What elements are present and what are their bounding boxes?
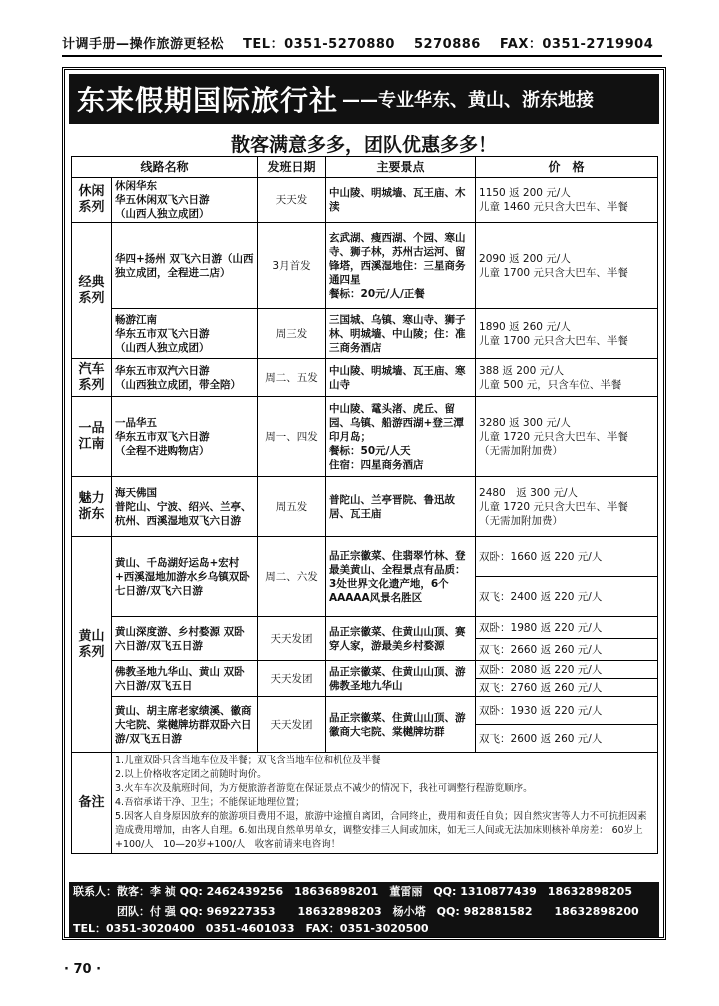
main-spots: 普陀山、兰亭晋院、鲁迅故居、瓦王庙 bbox=[326, 477, 476, 537]
table-row bbox=[72, 178, 658, 223]
note-line: 2.以上价格收客定团之前随时询价。 bbox=[115, 769, 267, 780]
main-spots: 品正宗徽菜、住黄山山顶、游徽商大宅院、棠樾牌坊群 bbox=[326, 697, 476, 753]
route-name: 黄山、胡主席老家绩溪、徽商大宅院、棠樾牌坊群双卧六日游/双飞五日游 bbox=[112, 697, 258, 753]
main-spots: 中山陵、鼋头渚、虎丘、留园、乌镇、船游西湖+登三潭印月岛； 餐标：50元/人天 住宿：四星商务酒店 bbox=[326, 397, 476, 477]
col-spots: 主要景点 bbox=[326, 157, 476, 178]
main-spots: 中山陵、明城墙、瓦王庙、木渎 bbox=[326, 178, 476, 223]
table-row bbox=[72, 697, 658, 725]
company-name: 东来假期国际旅行社 bbox=[77, 84, 339, 117]
note-line: 4.吾宿承诺干净、卫生；不能保证地理位置； bbox=[115, 797, 305, 808]
table-row bbox=[72, 309, 658, 359]
table-row bbox=[72, 397, 658, 477]
route-name: 华东五市双汽六日游 （山西独立成团，带全陪） bbox=[112, 359, 258, 397]
price-cell: 2090 返 200 元/人 儿童 1700 元只含大巴车、半餐 bbox=[476, 223, 658, 309]
table-header-row bbox=[72, 157, 658, 178]
price-flight: 双飞：2660 返 260 元/人 bbox=[476, 639, 658, 661]
depart-date: 天天发 bbox=[258, 178, 326, 223]
notes-content bbox=[112, 753, 658, 854]
page-number: · 70 · bbox=[64, 962, 102, 977]
category-cell: 魅力 浙东 bbox=[72, 477, 112, 537]
depart-date: 天天发团 bbox=[258, 661, 326, 697]
header-title: 计调手册—操作旅游更轻松 bbox=[62, 37, 225, 52]
route-name: 畅游江南 华东五市双飞六日游 （山西人独立成团） bbox=[112, 309, 258, 359]
category-cell: 休闲 系列 bbox=[72, 178, 112, 223]
company-banner bbox=[69, 74, 659, 124]
main-spots: 品正宗徽菜、住黄山山顶、赛穿人家，游最美乡村婺源 bbox=[326, 617, 476, 661]
route-table bbox=[71, 156, 658, 854]
page-header bbox=[62, 33, 662, 57]
table-row bbox=[72, 477, 658, 537]
col-route-name: 线路名称 bbox=[72, 157, 258, 178]
header-fax: FAX：0351-2719904 bbox=[499, 37, 654, 52]
category-cell: 一品 江南 bbox=[72, 397, 112, 477]
contact-line-3: TEL：0351-3020400 0351-4601033 FAX：0351-3020500 bbox=[69, 920, 659, 937]
route-name: 黄山深度游、乡村婺源 双卧六日游/双飞五日游 bbox=[112, 617, 258, 661]
depart-date: 天天发团 bbox=[258, 617, 326, 661]
route-name: 华四+扬州 双飞六日游（山西独立成团，全程进二店） bbox=[112, 223, 258, 309]
category-cell: 经典 系列 bbox=[72, 223, 112, 359]
main-spots: 三国城、乌镇、寒山寺、狮子林、明城墙、中山陵；住：准三商务酒店 bbox=[326, 309, 476, 359]
slogan: 散客满意多多，团队优惠多多！ bbox=[230, 134, 497, 156]
depart-date: 周五发 bbox=[258, 477, 326, 537]
notes-label: 备注 bbox=[72, 753, 112, 854]
route-name: 休闲华东 华五休闲双飞六日游 （山西人独立成团） bbox=[112, 178, 258, 223]
main-spots: 中山陵、明城墙、瓦王庙、寒山寺 bbox=[326, 359, 476, 397]
route-name: 佛教圣地九华山、黄山 双卧六日游/双飞五日 bbox=[112, 661, 258, 697]
price-sleeper: 双卧：1930 返 220 元/人 bbox=[476, 697, 658, 725]
table-row bbox=[72, 617, 658, 639]
price-cell: 388 返 200 元/人 儿童 500 元，只含车位、半餐 bbox=[476, 359, 658, 397]
col-price: 价 格 bbox=[476, 157, 658, 178]
depart-date: 周三发 bbox=[258, 309, 326, 359]
note-line: 3.火车车次及航班时间，为方便旅游者游览在保证景点不减少的情况下，我社可调整行程游览顺序。 bbox=[115, 783, 533, 794]
depart-date: 周二、六发 bbox=[258, 537, 326, 617]
note-line: 5.因客人自身原因放弃的旅游项目费用不退，旅游中途擅自离团，合同终止，费用和责任自负；因自然灾害等人力不可抗拒因素造成费用增加，由客人自理。6.如出现自然单男单女，调整安排三人间或加床，如无三人间或无法加床则核补单房差： 60岁上+100/人 10—20岁+100/人 收客前请来电咨询！ bbox=[115, 811, 647, 850]
route-name: 黄山、千岛湖好运岛+宏村+西溪湿地加游水乡乌镇双卧七日游/双飞六日游 bbox=[112, 537, 258, 617]
route-name: 海天佛国 普陀山、宁波、绍兴、兰亭、杭州、西溪湿地双飞六日游 bbox=[112, 477, 258, 537]
contact-line-2: 团队：付 强 QQ: 969227353 18632898203 杨小塔 QQ: 982881582 18632898200 bbox=[69, 902, 659, 922]
note-line: 1.儿童双卧只含当地车位及半餐；双飞含当地车位和机位及半餐 bbox=[115, 755, 381, 766]
price-sleeper: 双卧：1980 返 220 元/人 bbox=[476, 617, 658, 639]
header-tel: TEL：0351-5270880 bbox=[243, 37, 395, 52]
main-spots: 品正宗徽菜、住黄山山顶、游佛教圣地九华山 bbox=[326, 661, 476, 697]
table-row bbox=[72, 223, 658, 309]
price-sleeper: 双卧：2080 返 220 元/人 bbox=[476, 661, 658, 679]
price-cell: 3280 返 300 元/人 儿童 1720 元只含大巴车、半餐 （无需加附加费） bbox=[476, 397, 658, 477]
price-cell: 1890 返 260 元/人 儿童 1700 元只含大巴车、半餐 bbox=[476, 309, 658, 359]
price-cell: 2480 返 300 元/人 儿童 1720 元只含大巴车、半餐 （无需加附加费） bbox=[476, 477, 658, 537]
table-row bbox=[72, 537, 658, 577]
col-date: 发班日期 bbox=[258, 157, 326, 178]
price-flight: 双飞：2600 返 260 元/人 bbox=[476, 725, 658, 753]
ad-box bbox=[62, 67, 666, 940]
route-name: 一品华五 华东五市双飞六日游 （全程不进购物店） bbox=[112, 397, 258, 477]
contact-line-1: 联系人：散客：李 祯 QQ: 2462439256 18636898201 董雷丽 QQ: 1310877439 18632898205 bbox=[69, 882, 659, 902]
table-row bbox=[72, 661, 658, 679]
table-row bbox=[72, 359, 658, 397]
main-spots: 玄武湖、瘦西湖、个园、寒山寺、狮子林，苏州古运河、留锋塔，西溪湿地住：三星商务通四星 餐标：20元/人/正餐 bbox=[326, 223, 476, 309]
price-cell: 1150 返 200 元/人 儿童 1460 元只含大巴车、半餐 bbox=[476, 178, 658, 223]
depart-date: 天天发团 bbox=[258, 697, 326, 753]
depart-date: 周二、五发 bbox=[258, 359, 326, 397]
price-sleeper: 双卧：1660 返 220 元/人 bbox=[476, 537, 658, 577]
category-cell: 汽车 系列 bbox=[72, 359, 112, 397]
main-spots: 品正宗徽菜、住翡翠竹林、登最美黄山、全程景点有品质：3处世界文化遗产地，6个AAAAA风景名胜区 bbox=[326, 537, 476, 617]
depart-date: 3月首发 bbox=[258, 223, 326, 309]
header-tel2: 5270886 bbox=[414, 37, 481, 52]
price-flight: 双飞：2400 返 220 元/人 bbox=[476, 577, 658, 617]
notes-row bbox=[72, 753, 658, 854]
category-cell: 黄山 系列 bbox=[72, 537, 112, 753]
depart-date: 周一、四发 bbox=[258, 397, 326, 477]
company-tagline: ——专业华东、黄山、浙东地接 bbox=[342, 90, 595, 111]
price-flight: 双飞：2760 返 260 元/人 bbox=[476, 679, 658, 697]
